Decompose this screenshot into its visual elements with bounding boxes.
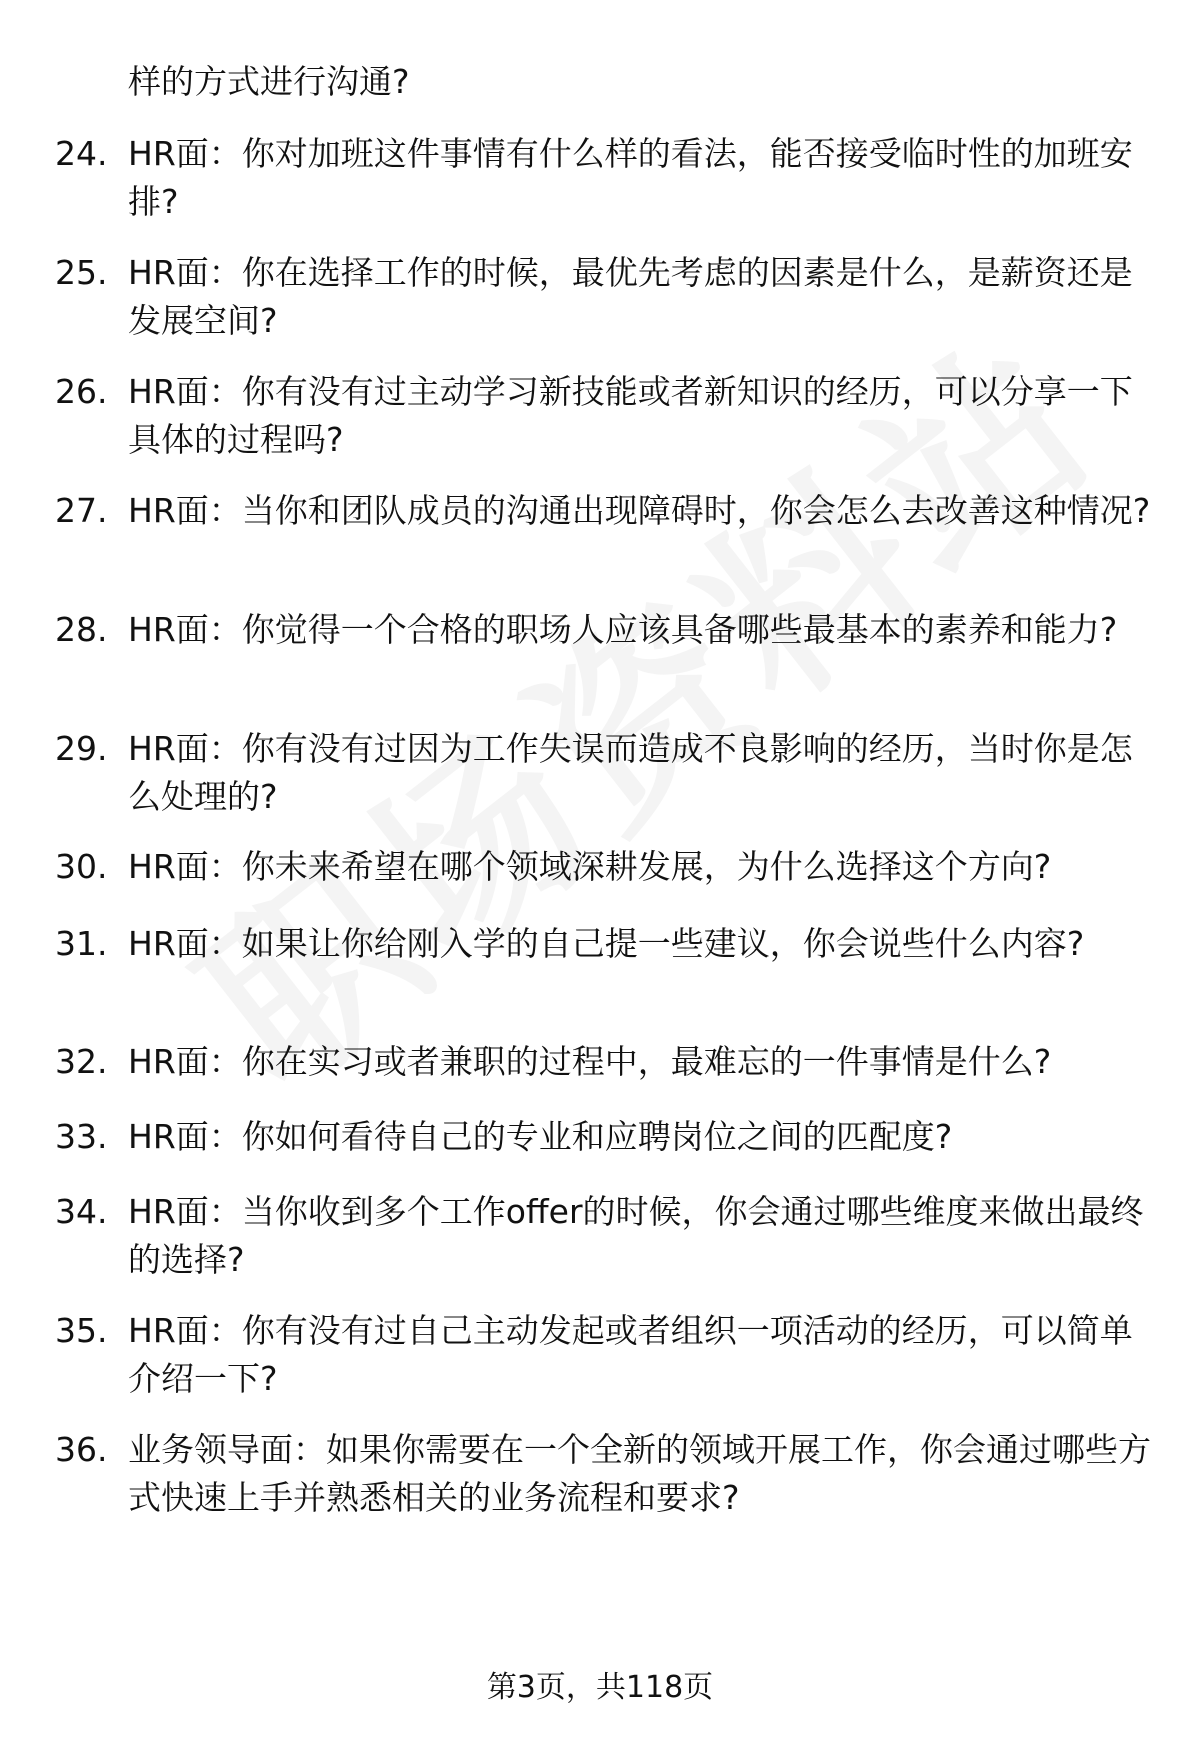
question-text: HR面：你对加班这件事情有什么样的看法，能否接受临时性的加班安排? — [128, 134, 1133, 221]
question-number: 27. — [55, 491, 108, 530]
question-number: 35. — [55, 1311, 108, 1350]
question-number: 31. — [55, 924, 108, 963]
continuation-text: 样的方式进行沟通? — [128, 62, 410, 101]
question-text: HR面：你有没有过自己主动发起或者组织一项活动的经历，可以简单介绍一下? — [128, 1311, 1133, 1398]
question-text: HR面：你在实习或者兼职的过程中，最难忘的一件事情是什么? — [128, 1042, 1052, 1081]
question-text: HR面：你觉得一个合格的职场人应该具备哪些最基本的素养和能力? — [128, 610, 1118, 649]
question-number: 25. — [55, 253, 108, 292]
question-number: 33. — [55, 1117, 108, 1156]
page-footer: 第3页，共118页 — [486, 1670, 714, 1705]
question-text: HR面：你有没有过因为工作失误而造成不良影响的经历，当时你是怎么处理的? — [128, 729, 1133, 816]
question-number: 32. — [55, 1042, 108, 1081]
question-number: 26. — [55, 372, 108, 411]
question-text: HR面：你如何看待自己的专业和应聘岗位之间的匹配度? — [128, 1117, 953, 1156]
question-number: 34. — [55, 1192, 108, 1231]
question-text: HR面：你有没有过主动学习新技能或者新知识的经历，可以分享一下具体的过程吗? — [128, 372, 1133, 459]
question-text: HR面：当你和团队成员的沟通出现障碍时，你会怎么去改善这种情况? — [128, 491, 1151, 530]
question-number: 30. — [55, 847, 108, 886]
question-number: 28. — [55, 610, 108, 649]
question-text: 业务领导面：如果你需要在一个全新的领域开展工作，你会通过哪些方式快速上手并熟悉相关的业务流程和要求? — [128, 1430, 1151, 1517]
question-number: 24. — [55, 134, 108, 173]
question-text: HR面：你在选择工作的时候，最优先考虑的因素是什么，是薪资还是发展空间? — [128, 253, 1133, 340]
question-number: 36. — [55, 1430, 108, 1469]
question-text: HR面：当你收到多个工作offer的时候，你会通过哪些维度来做出最终的选择? — [128, 1192, 1144, 1279]
question-number: 29. — [55, 729, 108, 768]
question-text: HR面：你未来希望在哪个领域深耕发展，为什么选择这个方向? — [128, 847, 1052, 886]
question-text: HR面：如果让你给刚入学的自己提一些建议，你会说些什么内容? — [128, 924, 1085, 963]
